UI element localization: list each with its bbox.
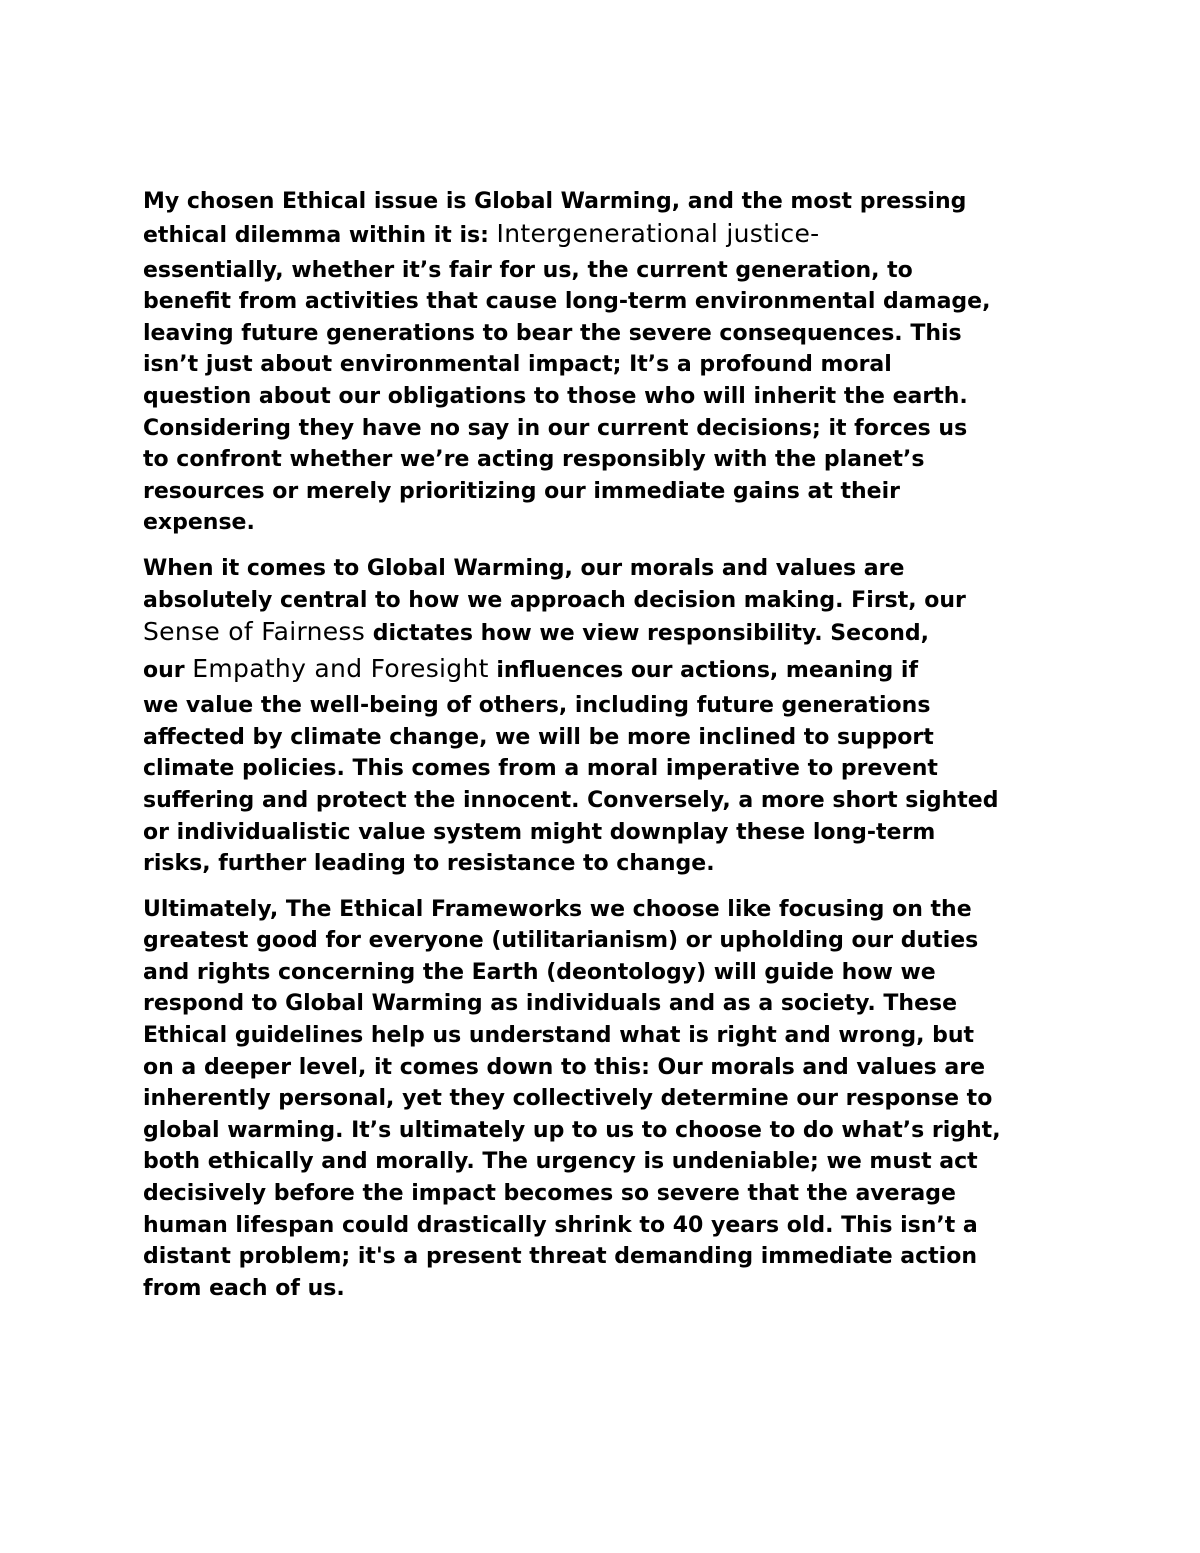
paragraph-3 bbox=[143, 894, 1073, 1305]
text-line: from each of us. bbox=[143, 1275, 345, 1301]
text-line: respond to Global Warming as individuals and as a society. These bbox=[143, 991, 958, 1017]
text-line: greatest good for everyone (utilitarianism) or upholding our duties bbox=[143, 928, 979, 954]
text-line: we value the well-being of others, including future generations bbox=[143, 693, 931, 719]
text-line bbox=[143, 218, 1073, 255]
text-line: affected by climate change, we will be more inclined to support bbox=[143, 724, 934, 750]
text-line: Ethical guidelines help us understand what is right and wrong, but bbox=[143, 1023, 975, 1049]
text-line: on a deeper level, it comes down to this: Our morals and values are bbox=[143, 1054, 986, 1080]
text-line: and rights concerning the Earth (deontology) will guide how we bbox=[143, 959, 936, 985]
text-line bbox=[143, 616, 1073, 653]
text-line: distant problem; it's a present threat demanding immediate action bbox=[143, 1244, 978, 1270]
text-line: When it comes to Global Warming, our morals and values are bbox=[143, 555, 905, 581]
text-line: My chosen Ethical issue is Global Warming, and the most pressing bbox=[143, 189, 967, 214]
text-run: our bbox=[143, 658, 193, 684]
text-line: global warming. It’s ultimately up to us to choose to do what’s right, bbox=[143, 1117, 1001, 1143]
text-line: to confront whether we’re acting responsibly with the planet’s bbox=[143, 447, 925, 473]
text-line: risks, further leading to resistance to change. bbox=[143, 851, 715, 877]
paragraph-2 bbox=[143, 553, 1073, 880]
text-run: ethical dilemma within it is: bbox=[143, 222, 497, 248]
paragraph-1 bbox=[143, 186, 1073, 539]
text-line: isn’t just about environmental impact; It’s a profound moral bbox=[143, 352, 892, 378]
text-run: dictates how we view responsibility. Second, bbox=[365, 621, 929, 647]
text-run: influences our actions, meaning if bbox=[488, 658, 919, 684]
text-line: essentially, whether it’s fair for us, the current generation, to bbox=[143, 257, 913, 283]
text-line: question about our obligations to those who will inherit the earth. bbox=[143, 383, 968, 409]
emphasis-sense-of-fairness: Sense of Fairness bbox=[143, 617, 366, 647]
text-line: Ultimately, The Ethical Frameworks we choose like focusing on the bbox=[143, 896, 972, 922]
emphasis-intergenerational-justice: Intergenerational justice- bbox=[496, 218, 820, 248]
text-line: both ethically and morally. The urgency is undeniable; we must act bbox=[143, 1149, 978, 1175]
text-line: expense. bbox=[143, 510, 255, 536]
emphasis-empathy-and-foresight: Empathy and Foresight bbox=[192, 654, 489, 684]
text-line bbox=[143, 653, 1073, 690]
text-line: resources or merely prioritizing our immediate gains at their bbox=[143, 478, 900, 504]
text-line: or individualistic value system might downplay these long-term bbox=[143, 819, 936, 845]
text-line: climate policies. This comes from a moral imperative to prevent bbox=[143, 756, 938, 782]
text-line: inherently personal, yet they collectively determine our response to bbox=[143, 1086, 993, 1112]
document-body bbox=[143, 186, 1073, 1304]
text-line: Considering they have no say in our current decisions; it forces us bbox=[143, 415, 968, 441]
text-line: decisively before the impact becomes so severe that the average bbox=[143, 1181, 956, 1207]
text-line: suffering and protect the innocent. Conversely, a more short sighted bbox=[143, 787, 999, 813]
text-line: human lifespan could drastically shrink to 40 years old. This isn’t a bbox=[143, 1212, 978, 1238]
text-line: absolutely central to how we approach decision making. First, our bbox=[143, 587, 966, 613]
text-line: leaving future generations to bear the severe consequences. This bbox=[143, 320, 962, 346]
text-line: benefit from activities that cause long-term environmental damage, bbox=[143, 289, 991, 315]
